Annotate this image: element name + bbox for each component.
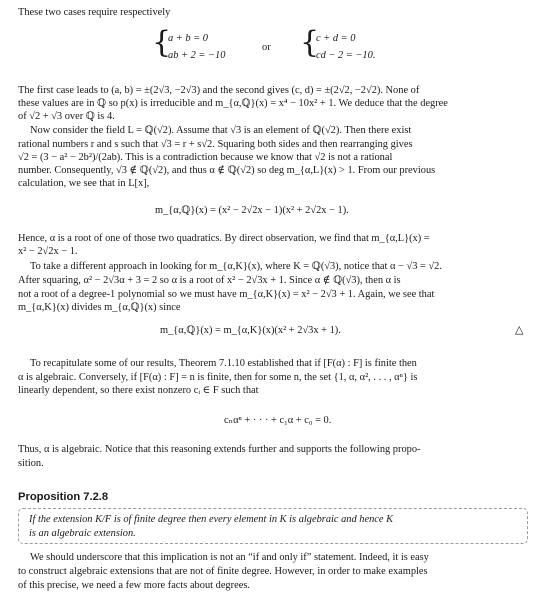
- paragraph-line: number. Consequently, √3 ∉ ℚ(√2), and thus α ∉ ℚ(√2) so deg m_{α,L}(x) > 1. From our previous: [18, 165, 436, 176]
- left-brace: {: [300, 25, 320, 60]
- display-equation: m_{α,ℚ}(x) = m_{α,K}(x)(x² + 2√3x + 1).: [160, 325, 341, 336]
- paragraph-line: α is algebraic. Conversely, if [F(α) : F] = n is finite, then for some n, the set {1, α, α², . . . , αⁿ} is: [18, 372, 418, 383]
- paragraph-line: x² − 2√2x − 1.: [18, 246, 78, 257]
- or-label: or: [262, 42, 271, 53]
- equation-line: a + b = 0: [168, 33, 208, 44]
- equation-line: cd − 2 = −10.: [316, 50, 376, 61]
- proposition-text: is an algebraic extension.: [29, 528, 136, 539]
- paragraph-line: these values are in ℚ so p(x) is irreducible and m_{α,ℚ}(x) = x⁴ − 10x² + 1. We deduce that the degree: [18, 98, 448, 109]
- equation-line: ab + 2 = −10: [168, 50, 226, 61]
- proposition-box: [18, 508, 528, 544]
- proposition-text: If the extension K/F is of finite degree then every element in K is algebraic and hence K: [29, 514, 394, 525]
- end-of-example-mark: △: [515, 324, 524, 336]
- paragraph-line: To recapitulate some of our results, Theorem 7.1.10 established that if [F(α) : F] is finite then: [30, 358, 417, 369]
- display-equation: m_{α,ℚ}(x) = (x² − 2√2x − 1)(x² + 2√2x − 1).: [155, 205, 349, 216]
- paragraph-line: of this precise, we need a few more facts about degrees.: [18, 580, 250, 591]
- paragraph-line: The first case leads to (a, b) = ±(2√3, −2√3) and the second gives (c, d) = ±(2√2, −2√2). None of: [18, 85, 420, 96]
- paragraph-line: of √2 + √3 over ℚ is 4.: [18, 111, 115, 122]
- left-brace: {: [152, 25, 172, 60]
- paragraph-line: sition.: [18, 458, 44, 469]
- proposition-title: Proposition 7.2.8: [18, 491, 109, 503]
- equation-line: c + d = 0: [316, 33, 356, 44]
- paragraph-line: to construct algebraic extensions that are not of finite degree. However, in order to make examples: [18, 566, 428, 577]
- paragraph-line: After squaring, α² − 2√3α + 3 = 2 so α is a root of x² − 2√3x + 1. Since α ∉ ℚ(√3), then α is: [18, 275, 401, 286]
- paragraph-line: We should underscore that this implication is not an “if and only if” statement. Indeed, it is easy: [30, 552, 429, 563]
- paragraph-line: These two cases require respectively: [18, 7, 171, 18]
- paragraph-line: linearly dependent, so there exist nonzero cᵢ ∈ F such that: [18, 385, 259, 396]
- paragraph-line: m_{α,K}(x) divides m_{α,ℚ}(x) since: [18, 302, 181, 313]
- paragraph-line: rational numbers r and s such that √3 = r + s√2. Squaring both sides and then rearranging gives: [18, 139, 413, 150]
- display-equation: cₙαⁿ + · · · + c₁α + c₀ = 0.: [224, 415, 332, 426]
- paragraph-line: √2 = (3 − a² − 2b²)/(2ab). This is a contradiction because we know that √2 is not a rational: [18, 152, 393, 163]
- paragraph-line: not a root of a degree-1 polynomial so we must have m_{α,K}(x) = x² − 2√3 + 1. Again, we see that: [18, 289, 435, 300]
- paragraph-line: To take a different approach in looking for m_{α,K}(x), where K = ℚ(√3), notice that α − √3 = √2.: [30, 261, 442, 272]
- paragraph-line: Now consider the field L = ℚ(√2). Assume that √3 is an element of ℚ(√2). Then there exist: [30, 125, 412, 136]
- paragraph-line: Hence, α is a root of one of those two quadratics. By direct observation, we find that m_{α,L}(x) =: [18, 233, 430, 244]
- paragraph-line: Thus, α is algebraic. Notice that this reasoning extends further and supports the following propo-: [18, 444, 421, 455]
- paragraph-line: calculation, we see that in L[x],: [18, 178, 150, 189]
